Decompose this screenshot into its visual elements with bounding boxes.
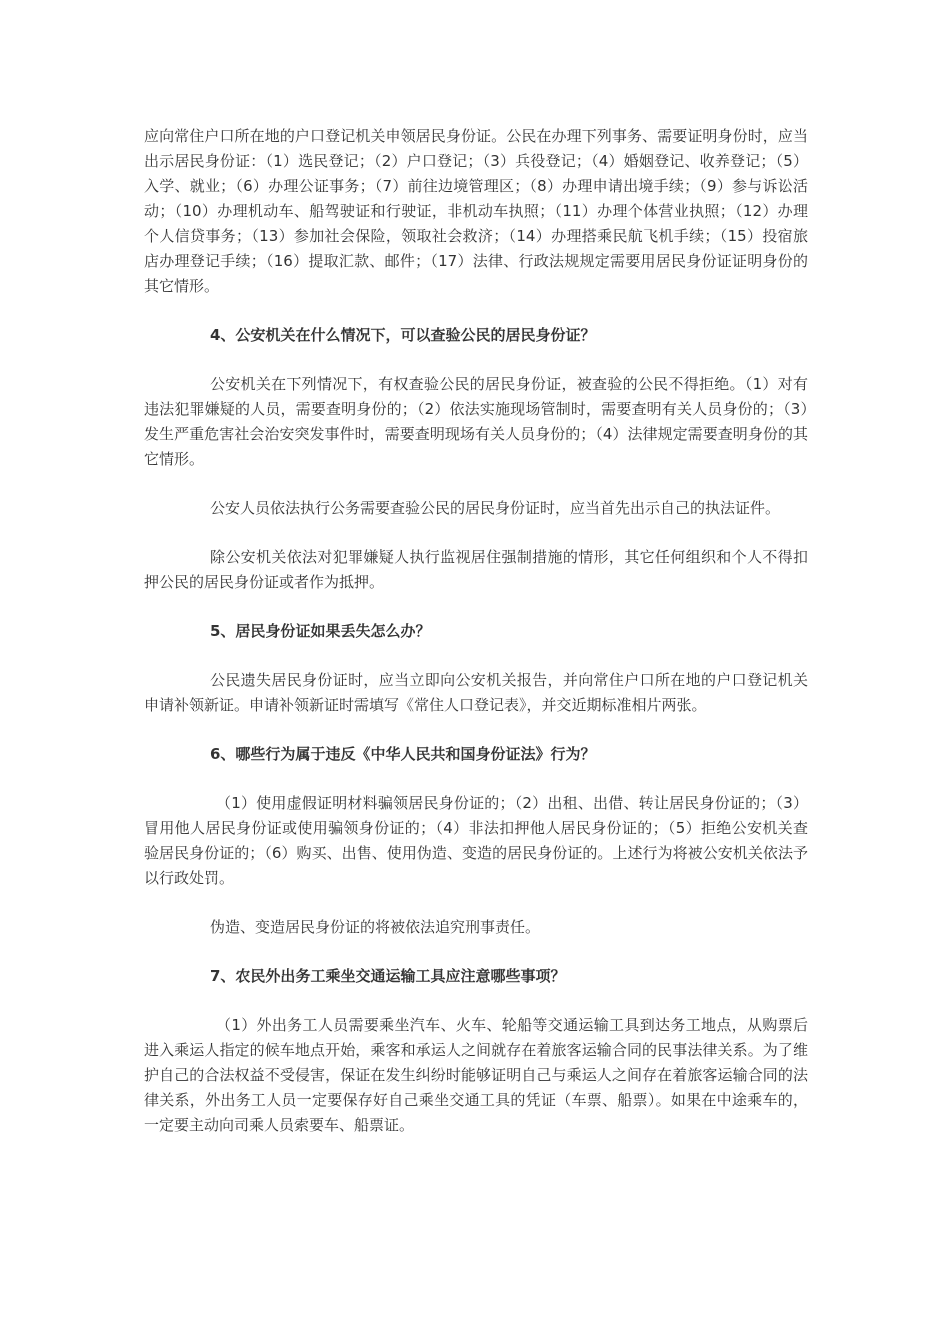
paragraph-lost-card: 公民遗失居民身份证时，应当立即向公安机关报告，并向常住户口所在地的户口登记机关申请补领新证。申请补领新证时需填写《常住人口登记表》，并交近期标准相片两张。	[144, 671, 808, 714]
paragraph-violations: （1）使用虚假证明材料骗领居民身份证的；（2）出租、出借、转让居民身份证的；（3）冒用他人居民身份证或使用骗领身份证的；（4）非法扣押他人居民身份证的；（5）拒绝公安机关查验居民身份证的；（6）购买、出售、使用伪造、变造的居民身份证的。上述行为将被公安机关依法予以行政处罚。	[144, 794, 808, 887]
paragraph-forgery: 伪造、变造居民身份证的将被依法追究刑事责任。	[210, 918, 541, 936]
paragraph-transport-tips: （1）外出务工人员需要乘坐汽车、火车、轮船等交通运输工具到达务工地点，从购票后进入乘运人指定的候车地点开始，乘客和承运人之间就存在着旅客运输合同的民事法律关系。为了维护自己的合法权益不受侵害，保证在发生纠纷时能够证明自己与乘运人之间存在着旅客运输合同的法律关系，外出务工人员一定要保存好自己乘坐交通工具的凭证（车票、船票）。如果在中途乘车的，一定要主动向司乘人员索要车、船票证。	[144, 1016, 808, 1134]
heading-question-5: 5、居民身份证如果丢失怎么办？	[210, 622, 431, 640]
paragraph-police-inspection: 公安机关在下列情况下，有权查验公民的居民身份证，被查验的公民不得拒绝。（1）对有违法犯罪嫌疑的人员，需要查明身份的；（2）依法实施现场管制时，需要查明有关人员身份的；（3）发生严重危害社会治安突发事件时，需要查明现场有关人员身份的；（4）法律规定需要查明身份的其它情形。	[144, 375, 808, 468]
document-page	[144, 124, 808, 1138]
heading-question-4: 4、公安机关在什么情况下，可以查验公民的居民身份证？	[210, 326, 596, 344]
heading-question-6: 6、哪些行为属于违反《中华人民共和国身份证法》行为？	[210, 745, 596, 763]
heading-question-7: 7、农民外出务工乘坐交通运输工具应注意哪些事项？	[210, 967, 566, 985]
paragraph-police-credentials: 公安人员依法执行公务需要查验公民的居民身份证时，应当首先出示自己的执法证件。	[210, 499, 781, 517]
paragraph-id-card-usage: 应向常住户口所在地的户口登记机关申领居民身份证。公民在办理下列事务、需要证明身份时，应当出示居民身份证：（1）选民登记；（2）户口登记；（3）兵役登记；（4）婚姻登记、收养登记；（5）入学、就业；（6）办理公证事务；（7）前往边境管理区；（8）办理申请出境手续；（9）参与诉讼活动；（10）办理机动车、船驾驶证和行驶证，非机动车执照；（11）办理个体营业执照；（12）办理个人信贷事务；（13）参加社会保险，领取社会救济；（14）办理搭乘民航飞机手续；（15）投宿旅店办理登记手续；（16）提取汇款、邮件；（17）法律、行政法规规定需要用居民身份证证明身份的其它情形。	[144, 127, 808, 295]
paragraph-no-detention: 除公安机关依法对犯罪嫌疑人执行监视居住强制措施的情形，其它任何组织和个人不得扣押公民的居民身份证或者作为抵押。	[144, 548, 808, 591]
